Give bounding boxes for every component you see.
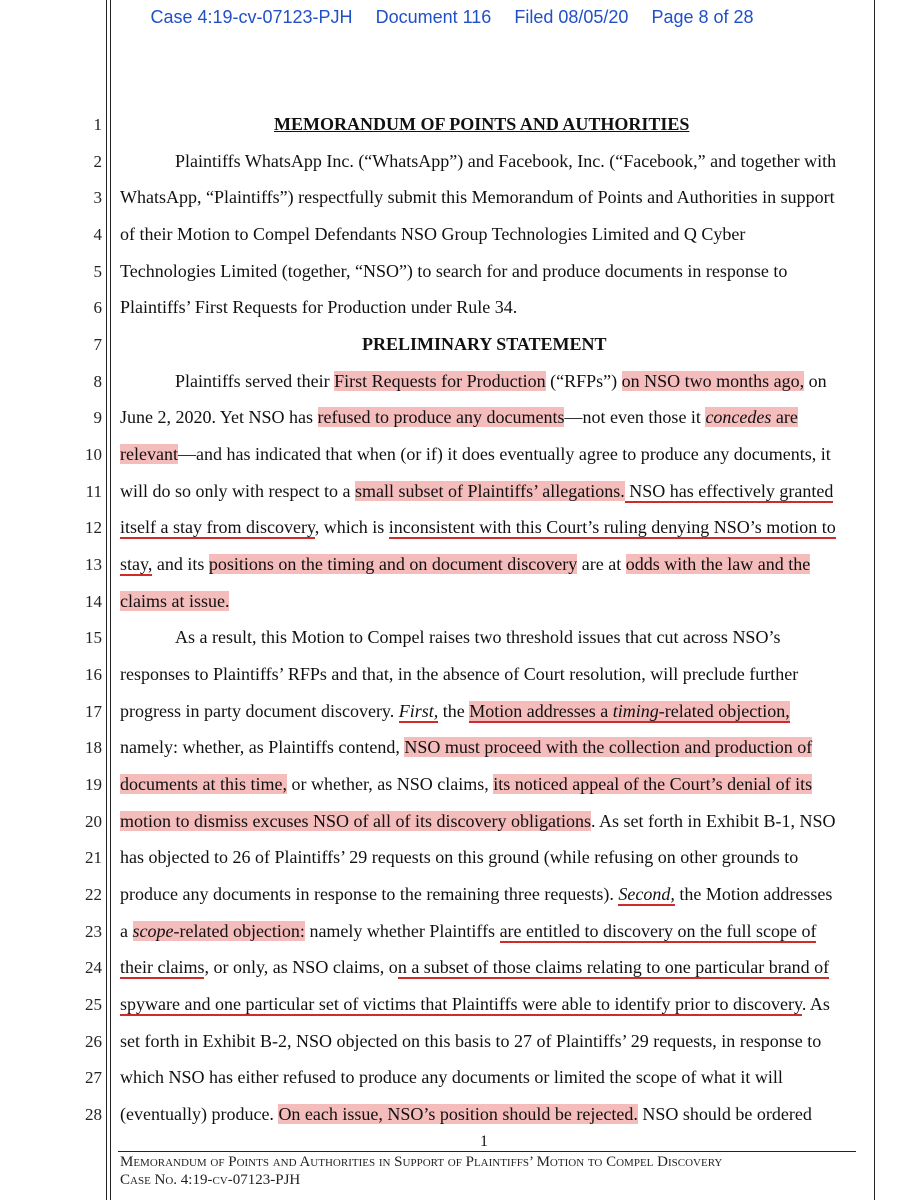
text-line: Technologies Limited (together, “NSO”) to search for and produce documents in response to xyxy=(120,261,788,281)
text-line xyxy=(120,591,229,612)
line-number: 22 xyxy=(85,885,102,904)
text-run: are at xyxy=(577,554,626,574)
text-run: or whether, as NSO claims, xyxy=(286,774,494,794)
line-number: 11 xyxy=(85,482,102,501)
highlighted-text: -related objection, xyxy=(658,701,790,721)
text-line: set forth in Exhibit B-2, NSO objected on this basis to 27 of Plaintiffs’ 29 requests, in response to xyxy=(120,1031,822,1051)
underlined-text: their claims xyxy=(120,957,205,977)
text-line: which NSO has either refused to produce any documents or limited the scope of what it will xyxy=(120,1067,783,1087)
line-number: 5 xyxy=(93,262,102,281)
line-number: 9 xyxy=(93,408,102,427)
text-run: will do so only with respect to a xyxy=(120,481,355,501)
line-number: 27 xyxy=(85,1068,102,1087)
line-number: 28 xyxy=(85,1105,102,1124)
line-number: 19 xyxy=(85,775,102,794)
right-margin-rule xyxy=(874,0,875,1200)
highlighted-text: Motion addresses a xyxy=(469,701,613,721)
highlighted-text: NSO must proceed with the collection and production of xyxy=(404,737,813,757)
line-number: 14 xyxy=(85,592,102,611)
underlined-text: Second, xyxy=(618,884,675,904)
text-line xyxy=(120,701,790,722)
line-number: 1 xyxy=(93,115,102,134)
highlighted-text: claims at issue. xyxy=(120,591,230,611)
line-number: 23 xyxy=(85,922,102,941)
line-number: 4 xyxy=(93,225,102,244)
text-line: Plaintiffs’ First Requests for Production under Rule 34. xyxy=(120,297,518,317)
line-number: 21 xyxy=(85,848,102,867)
text-line xyxy=(120,811,836,832)
highlighted-text: concedes xyxy=(705,407,772,427)
text-run: progress in party document discovery. xyxy=(120,701,399,721)
line-number: 25 xyxy=(85,995,102,1014)
line-number: 2 xyxy=(93,152,102,171)
text-line: has objected to 26 of Plaintiffs’ 29 requests on this ground (while refusing on other grounds to xyxy=(120,847,799,867)
text-run: namely whether Plaintiffs xyxy=(304,921,500,941)
line-number: 3 xyxy=(93,188,102,207)
text-run: . As xyxy=(801,994,830,1014)
highlighted-text: refused to produce any documents xyxy=(317,407,565,427)
text-line xyxy=(120,884,832,905)
line-number: 24 xyxy=(85,958,102,977)
underlined-text: itself a stay from discovery xyxy=(120,517,315,537)
memorandum-heading: MEMORANDUM OF POINTS AND AUTHORITIES xyxy=(274,114,690,134)
highlighted-text: timing xyxy=(612,701,659,721)
case-number: Case 4:19-cv-07123-PJH xyxy=(150,7,353,27)
underlined-text: n a subset of those claims relating to one particular brand of xyxy=(397,957,830,977)
line-number: 16 xyxy=(85,665,102,684)
text-line xyxy=(120,554,810,575)
page-indicator: Page 8 of 28 xyxy=(651,7,754,27)
text-run: and its xyxy=(152,554,209,574)
text-line xyxy=(120,407,798,428)
text-run: , which is xyxy=(314,517,389,537)
underlined-text: spyware and one particular set of victims that Plaintiffs were able to identify prior to discovery xyxy=(120,994,802,1014)
text-run: , or only, as NSO claims, o xyxy=(204,957,398,977)
text-run: the xyxy=(438,701,470,721)
document-number: Document 116 xyxy=(375,7,492,27)
text-line xyxy=(175,371,827,392)
text-line: of their Motion to Compel Defendants NSO Group Technologies Limited and Q Cyber xyxy=(120,224,746,244)
underlined-text: are entitled to discovery on the full scope of xyxy=(499,921,817,941)
highlighted-text: relevant xyxy=(120,444,178,464)
text-line xyxy=(120,444,831,465)
highlighted-text: motion to dismiss excuses NSO of all of its discovery obligations xyxy=(120,811,591,831)
text-line: As a result, this Motion to Compel raises two threshold issues that cut across NSO’s xyxy=(175,627,781,647)
highlighted-text: small subset of Plaintiffs’ allegations. xyxy=(354,481,625,501)
text-run: (“RFPs”) xyxy=(545,371,622,391)
left-margin-rule-1 xyxy=(106,0,107,1200)
text-line xyxy=(120,774,812,795)
highlighted-text: positions on the timing and on document discovery xyxy=(208,554,578,574)
text-run: the Motion addresses xyxy=(674,884,833,904)
text-run: on xyxy=(804,371,827,391)
text-run: Plaintiffs served their xyxy=(175,371,335,391)
footer-title: Memorandum of Points and Authorities in Support of Plaintiffs’ Motion to Compel Discovery xyxy=(120,1154,723,1170)
page-number: 1 xyxy=(480,1133,488,1150)
line-number: 12 xyxy=(85,518,102,537)
text-run: . As set forth in Exhibit B-1, NSO xyxy=(590,811,836,831)
underlined-text: First, xyxy=(398,701,439,721)
text-run: produce any documents in response to the remaining three requests). xyxy=(120,884,619,904)
text-line: WhatsApp, “Plaintiffs”) respectfully submit this Memorandum of Points and Authorities in support xyxy=(120,187,835,207)
text-run: NSO should be ordered xyxy=(637,1104,812,1124)
highlighted-text: scope xyxy=(132,921,174,941)
left-margin-rule-2 xyxy=(110,0,111,1200)
line-number: 8 xyxy=(93,372,102,391)
underlined-text: stay, xyxy=(120,554,153,574)
text-run: namely: whether, as Plaintiffs contend, xyxy=(120,737,405,757)
highlighted-text: on NSO two months ago, xyxy=(621,371,805,391)
text-line xyxy=(120,737,812,758)
text-line xyxy=(120,921,816,942)
highlighted-text: odds with the law and the xyxy=(625,554,811,574)
line-number: 7 xyxy=(93,335,102,354)
text-line xyxy=(120,481,833,502)
line-number: 26 xyxy=(85,1032,102,1051)
text-line xyxy=(120,517,836,538)
highlighted-text: are xyxy=(771,407,798,427)
text-line xyxy=(120,994,830,1015)
preliminary-statement-heading: PRELIMINARY STATEMENT xyxy=(362,334,607,354)
text-run: (eventually) produce. xyxy=(120,1104,279,1124)
footer-rule xyxy=(118,1151,856,1152)
highlighted-text: On each issue, NSO’s position should be rejected. xyxy=(278,1104,638,1124)
text-run: a xyxy=(120,921,133,941)
text-run: —not even those it xyxy=(564,407,706,427)
line-number: 17 xyxy=(85,702,102,721)
line-number: 10 xyxy=(85,445,102,464)
line-number: 13 xyxy=(85,555,102,574)
ecf-header xyxy=(0,7,904,28)
line-number: 6 xyxy=(93,298,102,317)
text-line: Plaintiffs WhatsApp Inc. (“WhatsApp”) and Facebook, Inc. (“Facebook,” and together with xyxy=(175,151,837,171)
underlined-text: inconsistent with this Court’s ruling denying NSO’s motion to xyxy=(388,517,836,537)
filed-date: Filed 08/05/20 xyxy=(514,7,629,27)
text-line xyxy=(120,1104,812,1125)
text-line: responses to Plaintiffs’ RFPs and that, in the absence of Court resolution, will preclude further xyxy=(120,664,799,684)
text-run: June 2, 2020. Yet NSO has xyxy=(120,407,318,427)
footer-case-number: Case No. 4:19-cv-07123-PJH xyxy=(120,1172,301,1188)
line-number: 15 xyxy=(85,628,102,647)
highlighted-text: documents at this time, xyxy=(120,774,287,794)
line-number: 18 xyxy=(85,738,102,757)
line-number: 20 xyxy=(85,812,102,831)
text-line xyxy=(120,957,829,978)
highlighted-text: First Requests for Production xyxy=(334,371,546,391)
text-run: —and has indicated that when (or if) it does eventually agree to produce any documents, it xyxy=(177,444,831,464)
highlighted-text: its noticed appeal of the Court’s denial of its xyxy=(493,774,813,794)
highlighted-text: -related objection: xyxy=(173,921,305,941)
underlined-text: NSO has effectively granted xyxy=(624,481,834,501)
